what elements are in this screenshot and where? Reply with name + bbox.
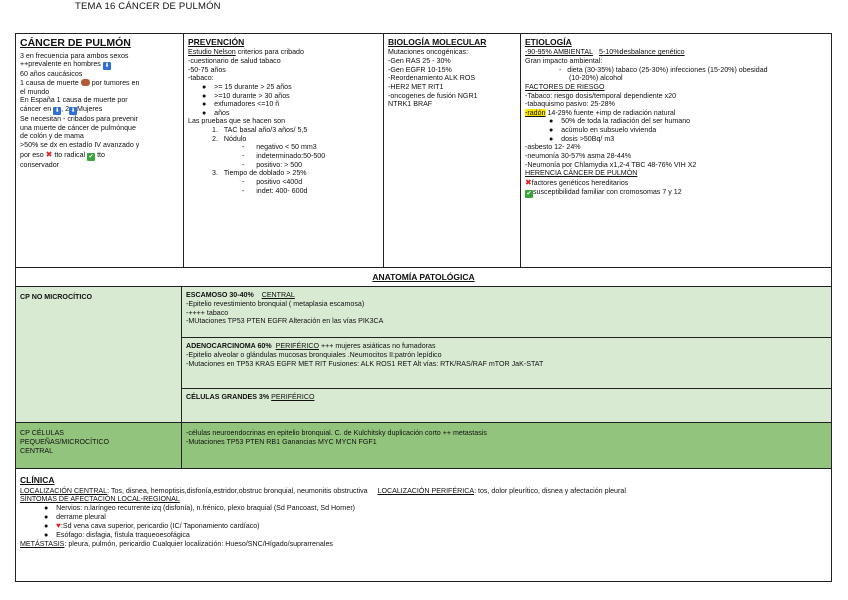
cp-no-microcitico-content <box>182 287 831 422</box>
adenocarcinoma-location: PERIFÉRICO <box>275 342 319 351</box>
prevencion-heading: PREVENCIÓN <box>188 37 245 47</box>
escamoso-line: -MUtaciones TP53 PTEN EGFR Alteración en las vías PIK3CA <box>186 317 384 326</box>
clinica-text: : tos, dolor pleurítico, disnea y afectación pleural <box>474 486 626 495</box>
clinica-heading: CLÍNICA <box>20 475 55 486</box>
prevencion-text: Nódulo <box>223 134 247 143</box>
cp-microcitico-text: CENTRAL <box>20 446 54 455</box>
prevencion-line: Las pruebas que se hacen son <box>188 117 286 126</box>
etiologia-text: 50% de toda la radiación del ser humano <box>561 117 691 126</box>
clinica-bullet: ● derrame pleural <box>44 512 106 521</box>
cp-microcitico-text: PEQUEÑAS/MICROCÍTICO <box>20 438 110 446</box>
document-title: TEMA 16 CÁNCER DE PULMÓN <box>75 1 221 12</box>
cancer-line: de colón y de mama <box>20 132 84 141</box>
prevencion-column <box>184 34 384 267</box>
check-mark-icon: ✔ <box>526 190 532 197</box>
prevencion-text: negativo < 50 mm3 <box>256 143 317 152</box>
prevencion-sub: - negativo < 50 mm3 <box>242 143 317 152</box>
etiologia-line <box>525 178 827 188</box>
anatomia-heading-text: ANATOMÍA PATOLÓGICA <box>372 272 475 282</box>
prevencion-sub: - positivo: > 500 <box>242 160 303 169</box>
prevencion-text: indeterminado:50-500 <box>256 152 326 161</box>
adenocarcinoma-title <box>186 342 827 351</box>
etiologia-line: -tabaquismo pasivo: 25-28% <box>525 100 615 109</box>
etiologia-line: -Neumonía por Chlamydia x1,2-4 TBC 48-76% VIH X2 <box>525 160 697 169</box>
cancer-line: una muerte de cáncer de pulmónque <box>20 123 136 132</box>
etiologia-text: dieta (30-35%) tabaco (25-30%) infecciones (15-20%) obesidad <box>567 65 768 74</box>
anatomia-heading <box>16 268 831 286</box>
check-mark-icon: ✔ <box>88 153 94 160</box>
clinica-bullet: ● ♥:Sd vena cava superior, pericardio (IC/ Taponamiento cardíaco) <box>44 521 260 531</box>
cancer-line <box>20 79 179 88</box>
celulas-grandes-block <box>182 389 831 422</box>
cancer-line: >50% se dx en estadío IV avanzado y <box>20 140 140 149</box>
prevencion-text: >=10 durante > 30 años <box>214 91 290 100</box>
celulas-grandes-heading: CÉLULAS GRANDES 3% <box>186 393 270 402</box>
clinica-bullet: ● Esófago: disfagia, fístula traqueoesofágica <box>44 531 190 540</box>
anatomia-header-row <box>16 268 831 287</box>
biologia-heading: BIOLOGÍA MOLECULAR <box>388 37 487 47</box>
metastasis-label: METÁSTASIS <box>20 539 65 548</box>
etiologia-line <box>525 188 827 198</box>
prevencion-line: -50-75 años <box>188 65 226 74</box>
escamoso-line: -++++ tabaco <box>186 308 229 317</box>
escamoso-line: -Epitelio revestimiento bronquial ( metaplasia escamosa) <box>186 300 365 308</box>
prevencion-line <box>188 48 379 57</box>
prevencion-text: criterios para cribado <box>235 48 304 57</box>
etiologia-column <box>521 34 831 267</box>
biologia-column <box>384 34 521 267</box>
etiologia-text: 14-29% fuente +imp de radiación natural <box>545 108 676 117</box>
cancer-text: tto <box>97 150 105 159</box>
biologia-line: -Reordenamiento ALK ROS <box>388 74 476 83</box>
arrow-down-icon: ⬇ <box>104 63 110 70</box>
cancer-text: 1 causa de muerte <box>20 79 79 88</box>
etiologia-line: Gran impacto ambiental: <box>525 57 603 65</box>
etiologia-line: -asbesto 12- 24% <box>525 143 581 152</box>
etiologia-text: 5-10%desbalance genético <box>599 48 685 57</box>
adenocarcinoma-line: -Epitelio alveolar o glándulas mucosas bronquiales .Neumocitos II:patrón lepídico <box>186 351 442 359</box>
lungs-icon <box>81 79 90 86</box>
etiologia-text: susceptibilidad familiar con cromosomas 7 y 12 <box>533 187 682 196</box>
cp-microcitico-line: -células neuroendocrinas en epitelio bronquial. C. de Kulchitsky duplicación corto ++ metastasis <box>186 429 487 438</box>
cancer-line <box>20 60 179 70</box>
etiologia-subheading: FACTORES DE RIESGO <box>525 82 605 91</box>
clinica-subheading: SÍNTOMAS DE AFECTACIÓN LOCAL-REGIONAL <box>20 495 180 504</box>
prevencion-bullet: ● años <box>202 108 230 117</box>
etiologia-text: factores genéticos hereditarios <box>531 178 629 187</box>
etiologia-line: -neumonía 30-57% asma 28-44% <box>525 152 632 161</box>
prevencion-numbered: 2. Nódulo <box>212 134 247 143</box>
prevencion-sub: - indet: 400- 600d <box>242 186 308 195</box>
prevencion-sub: - positivo <400d <box>242 177 303 186</box>
cancer-column <box>16 34 184 267</box>
celulas-grandes-location: PERIFÉRICO <box>271 393 315 402</box>
etiologia-line: (10-20%) alcohol <box>569 74 623 83</box>
radon-highlight: -radón <box>525 108 546 117</box>
etiologia-heading: ETIOLOGÍA <box>525 37 572 47</box>
etiologia-bullet: ● dosis >50Bq/ m3 <box>549 134 615 143</box>
arrow-down-icon: ⬇ <box>70 108 76 114</box>
clinica-line <box>20 540 827 549</box>
adenocarcinoma-block <box>182 338 831 389</box>
cancer-line: En España 1 causa de muerte por <box>20 96 128 105</box>
cancer-text: por tumores en <box>91 79 140 88</box>
cancer-text: , 2 <box>61 105 70 113</box>
prevencion-text: positivo <400d <box>256 177 303 186</box>
prevencion-line: -cuestionario de salud tabaco <box>188 57 281 65</box>
clinica-periferica-label: LOCALIZACIÓN PERIFÉRICA <box>377 486 475 495</box>
escamoso-block <box>182 287 831 338</box>
top-table <box>15 33 832 582</box>
prevencion-text: Tiempo de doblado > 25% <box>223 169 307 178</box>
prevencion-bullet: ● exfumadores <=10 ñ <box>202 100 280 109</box>
biologia-line: Mutaciones oncogénicas: <box>388 48 469 57</box>
biologia-line: NTRK1 BRAF <box>388 100 433 109</box>
arrow-down-icon: ⬇ <box>54 108 60 114</box>
cancer-line <box>20 105 179 115</box>
prevencion-text: Estudio Nelson <box>188 48 236 57</box>
prevencion-sub: - indeterminado:50-500 <box>242 152 326 161</box>
cp-no-microcitico-label <box>16 287 182 422</box>
prevencion-bullet: ● >= 15 durante > 25 años <box>202 82 292 91</box>
cancer-line <box>20 150 179 161</box>
clinica-text: : Tos, disnea, hemoptisis,disfonía,estridor,obstruc bronquial, neumonitis obstructiva <box>107 486 368 495</box>
prevencion-text: exfumadores <=10 ñ <box>214 100 280 109</box>
clinica-content <box>16 469 831 581</box>
adenocarcinoma-heading: ADENOCARCINOMA 60% <box>186 342 272 351</box>
biologia-line: -HER2 MET RIT1 <box>388 82 444 91</box>
cp-microcitico-row <box>16 423 831 469</box>
cp-microcitico-content <box>182 423 831 468</box>
cross-mark-icon: ✖ <box>45 149 53 159</box>
prevencion-bullet: ● >=10 durante > 30 años <box>202 91 290 100</box>
prevencion-text: años <box>214 108 230 117</box>
cross-mark-icon: ✖ <box>525 177 532 187</box>
clinica-text: Nervios: n.laríngeo recurrente izq (disfonía), n.frénico, plexo braquial (Sd Pancoast, Sd Horner) <box>56 504 356 512</box>
clinica-text: : pleura, pulmón, pericardio Cualquier localización: Hueso/SNC/Hígado/suprarrenales <box>64 539 333 548</box>
prevencion-numbered: 3. Tiempo de doblado > 25% <box>212 169 307 178</box>
escamoso-location: CENTRAL <box>261 291 295 300</box>
etiologia-line: -Tabaco: riesgo dosis/temporal dependiente x20 <box>525 91 677 100</box>
cancer-heading: CÁNCER DE PULMÓN <box>20 37 131 49</box>
clinica-row <box>16 469 831 581</box>
cancer-line: 3 en frecuencia para ambos sexos <box>20 51 129 60</box>
prevencion-line: -tabaco: <box>188 74 214 83</box>
cp-microcitico-text: CP CÉLULAS <box>20 429 65 438</box>
prevencion-text: TAC basal año/3 años/ 5,5 <box>223 126 308 135</box>
cancer-text: por eso <box>20 150 44 159</box>
adenocarcinoma-text: +++ mujeres asiáticas no fumadoras <box>318 342 436 351</box>
etiologia-bullet: ● acúmulo en subsuelo vivienda <box>549 126 657 135</box>
celulas-grandes-title <box>186 393 827 402</box>
prevencion-text: positivo: > 500 <box>256 160 303 169</box>
cp-no-microcitico-row <box>16 287 831 423</box>
etiologia-line: - dieta (30-35%) tabaco (25-30%) infecciones (15-20%) obesidad <box>559 65 768 74</box>
cancer-text: cáncer en <box>20 105 52 113</box>
clinica-text: :Sd vena cava superior, pericardio (IC/ Taponamiento cardíaco) <box>60 522 260 531</box>
biologia-line: -Gen RAS 25 - 30% <box>388 57 451 65</box>
etiologia-subheading: HERENCIA CÁNCER DE PULMÓN <box>525 169 638 178</box>
cp-no-microcitico-text: CP NO MICROCÍTICO <box>20 293 92 302</box>
etiologia-text: acúmulo en subsuelo vivienda <box>561 126 657 135</box>
cancer-text: Mujeres <box>77 105 103 113</box>
cancer-line: conservador <box>20 160 60 169</box>
prevencion-text: >= 15 durante > 25 años <box>214 82 292 91</box>
etiologia-text: dosis >50Bq/ m3 <box>561 134 615 143</box>
etiologia-line <box>525 48 827 57</box>
etiologia-text: -90-95% AMBIENTAL <box>525 48 594 57</box>
cp-microcitico-line: -Mutaciones TP53 PTEN RB1 Ganancias MYC MYCN FGF1 <box>186 438 377 446</box>
cancer-line: el mundo <box>20 87 50 96</box>
biologia-line: -oncogenes de fusión NGR1 <box>388 91 478 100</box>
cancer-text: ++prevalente en hombres <box>20 60 101 69</box>
clinica-text: Esófago: disfagia, fístula traqueoesofágica <box>56 531 190 540</box>
etiologia-bullet: ● 50% de toda la radiación del ser humano <box>549 117 691 126</box>
cancer-line: 60 años caucásicos <box>20 70 83 79</box>
clinica-bullet: ● Nervios: n.laríngeo recurrente izq (disfonía), n.frénico, plexo braquial (Sd Pancoast, Sd Horner) <box>44 504 356 512</box>
escamoso-heading: ESCAMOSO 30-40% <box>186 291 254 300</box>
etiologia-line <box>525 109 827 118</box>
cp-microcitico-label <box>16 423 182 468</box>
adenocarcinoma-line: -Mutaciones en TP53 KRAS EGFR MET RIT Fusiones: ALK ROS1 RET Alt vías: RTK/RAS/RAF mTOR JaK-STAT <box>186 359 544 368</box>
clinica-central-label: LOCALIZACIÓN CENTRAL <box>20 486 108 495</box>
heart-icon: ♥ <box>56 521 61 531</box>
clinica-text: derrame pleural <box>56 512 106 521</box>
cancer-text: tto radical <box>54 150 86 159</box>
escamoso-title <box>186 291 827 300</box>
prevencion-numbered: 1. TAC basal año/3 años/ 5,5 <box>212 126 308 135</box>
biologia-line: -Gen EGFR 10-15% <box>388 65 452 74</box>
cancer-line: Se necesitan - cribados para prevenir <box>20 115 138 123</box>
prevencion-text: indet: 400- 600d <box>256 186 308 195</box>
